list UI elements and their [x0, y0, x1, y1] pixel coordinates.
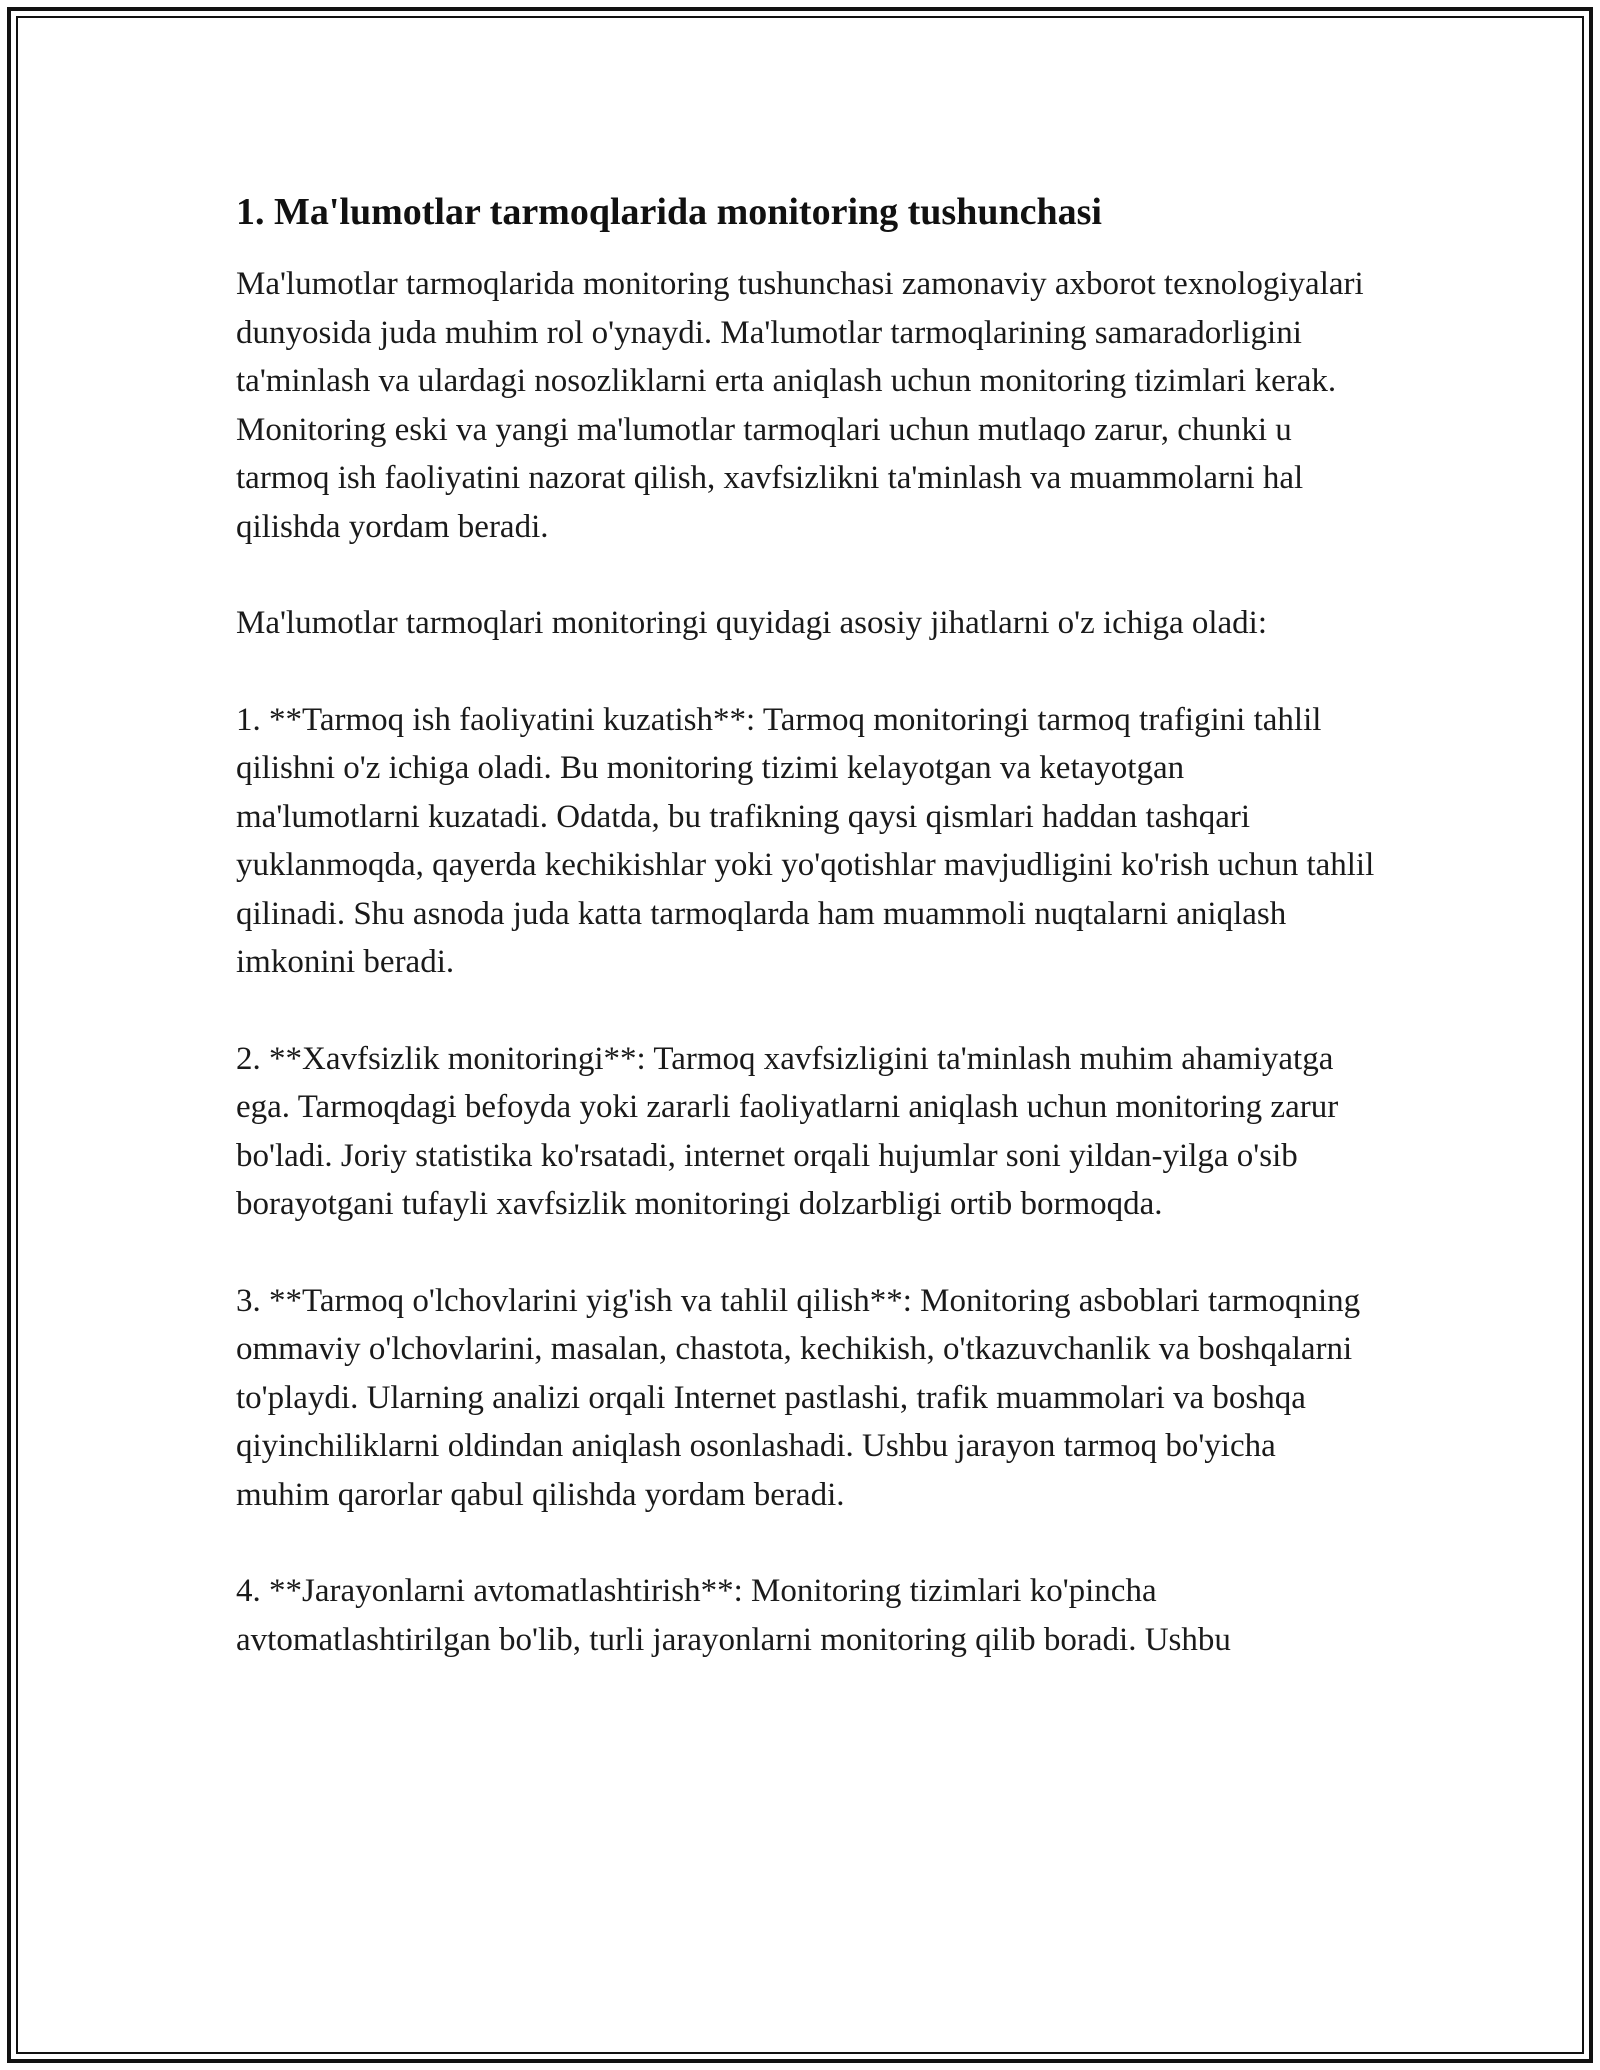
list-item-performance-monitoring: 1. **Tarmoq ish faoliyatini kuzatish**: Tarmoq monitoringi tarmoq trafigini tahlil qilishni o'z ichiga oladi. Bu monitoring tizimi kelayotgan va ketayotgan ma'lumotlarni kuzatadi. Odatda, bu trafikning qaysi qismlari haddan tashqari yuklanmoqda, qayerda kechikishlar yoki yo'qotishlar mavjudligini ko'rish uchun tahlil qilinadi. Shu asnoda juda katta tarmoqlarda ham muammoli nuqtalarni aniqlash imkonini beradi. [236, 701, 1375, 980]
section-heading: 1. Ma'lumotlar tarmoqlarida monitoring tushunchasi [236, 191, 1102, 233]
aspects-intro-paragraph: Ma'lumotlar tarmoqlari monitoringi quyidagi asosiy jihatlarni o'z ichiga oladi: [236, 605, 1268, 641]
list-item-process-automation: 4. **Jarayonlarni avtomatlashtirish**: Monitoring tizimlari ko'pincha avtomatlashtirilgan bo'lib, turli jarayonlarni monitoring qilib boradi. Ushbu [236, 1573, 1231, 1658]
intro-paragraph: Ma'lumotlar tarmoqlarida monitoring tushunchasi zamonaviy axborot texnologiyalari dunyosida juda muhim rol o'ynaydi. Ma'lumotlar tarmoqlarining samaradorligini ta'minlash va ulardagi nosozliklarni erta aniqlash uchun monitoring tizimlari kerak. Monitoring eski va yangi ma'lumotlar tarmoqlari uchun mutlaqo zarur, chunki u tarmoq ish faoliyatini nazorat qilish, xavfsizlikni ta'minlash va muammolarni hal qilishda yordam beradi. [236, 266, 1364, 545]
list-item-security-monitoring: 2. **Xavfsizlik monitoringi**: Tarmoq xavfsizligini ta'minlash muhim ahamiyatga ega. Tarmoqdagi befoyda yoki zararli faoliyatlarni aniqlash uchun monitoring zarur bo'ladi. Joriy statistika ko'rsatadi, internet orqali hujumlar soni yildan-yilga o'sib borayotgani tufayli xavfsizlik monitoringi dolzarbligi ortib bormoqda. [236, 1040, 1339, 1222]
document-body [236, 186, 1376, 1712]
list-item-metrics-collection: 3. **Tarmoq o'lchovlarini yig'ish va tahlil qilish**: Monitoring asboblari tarmoqning ommaviy o'lchovlarini, masalan, chastota, kechikish, o'tkazuvchanlik va boshqalarni to'playdi. Ularning analizi orqali Internet pastlashi, trafik muammolari va boshqa qiyinchiliklarni oldindan aniqlash osonlashadi. Ushbu jarayon tarmoq bo'yicha muhim qarorlar qabul qilishda yordam beradi. [236, 1282, 1361, 1513]
